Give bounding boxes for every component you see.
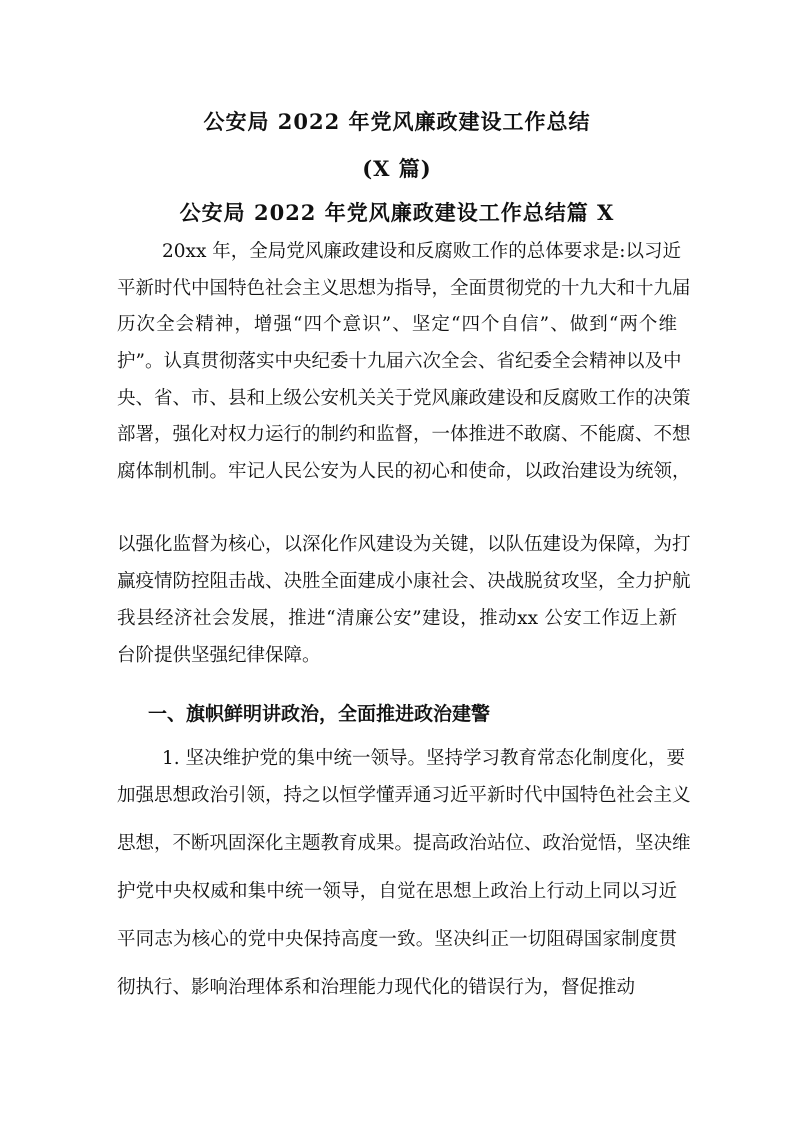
paragraph-line: 护党中央权威和集中统一领导，自觉在思想上政治上行动上同以习近 <box>117 881 677 902</box>
paragraph-line: 20xx 年，全局党风廉政建设和反腐败工作的总体要求是:以习近 <box>162 241 682 262</box>
paragraph-line: 1. 坚决维护党的集中统一领导。坚持学习教育常态化制度化，要 <box>162 748 686 769</box>
paragraph-line: 历次全会精神，增强“四个意识”、坚定“四个自信”、做到“两个维 <box>117 314 677 335</box>
paragraph-line: 以强化监督为核心，以深化作风建设为关键，以队伍建设为保障，为打 <box>117 534 691 555</box>
paragraph-line: 彻执行、影响治理体系和治理能力现代化的错误行为，督促推动 <box>117 977 636 998</box>
document-title: 公安局 2022 年党风廉政建设工作总结 <box>203 109 591 134</box>
paragraph-line: 台阶提供坚强纪律保障。 <box>117 645 321 666</box>
paragraph-line: 赢疫情防控阻击战、决胜全面建成小康社会、决战脱贫攻坚，全力护航 <box>117 571 691 592</box>
paragraph-line: 平新时代中国特色社会主义思想为指导，全面贯彻党的十九大和十九届 <box>117 278 691 299</box>
paragraph-line: 加强思想政治引领，持之以恒学懂弄通习近平新时代中国特色社会主义 <box>117 785 691 806</box>
paragraph-line: 平同志为核心的党中央保持高度一致。坚决纠正一切阻碍国家制度贯 <box>117 929 677 950</box>
paragraph-line: 护”。认真贯彻落实中央纪委十九届六次全会、省纪委全会精神以及中 <box>117 351 682 372</box>
article-title: 公安局 2022 年党风廉政建设工作总结篇 X <box>179 200 615 225</box>
paragraph-line: 思想，不断巩固深化主题教育成果。提高政治站位、政治觉悟，坚决维 <box>117 833 691 854</box>
section-heading: 一、旗帜鲜明讲政治，全面推进政治建警 <box>148 703 491 725</box>
paragraph-line: 部署，强化对权力运行的制约和监督，一体推进不敢腐、不能腐、不想 <box>117 424 691 445</box>
paragraph-line: 腐体制机制。牢记人民公安为人民的初心和使命，以政治建设为统领， <box>117 461 691 482</box>
document-subtitle: (X 篇) <box>362 156 432 181</box>
paragraph-line: 我县经济社会发展，推进“清廉公安”建设，推动xx 公安工作迈上新 <box>117 608 677 629</box>
paragraph-line: 央、省、市、县和上级公安机关关于党风廉政建设和反腐败工作的决策 <box>117 388 691 409</box>
